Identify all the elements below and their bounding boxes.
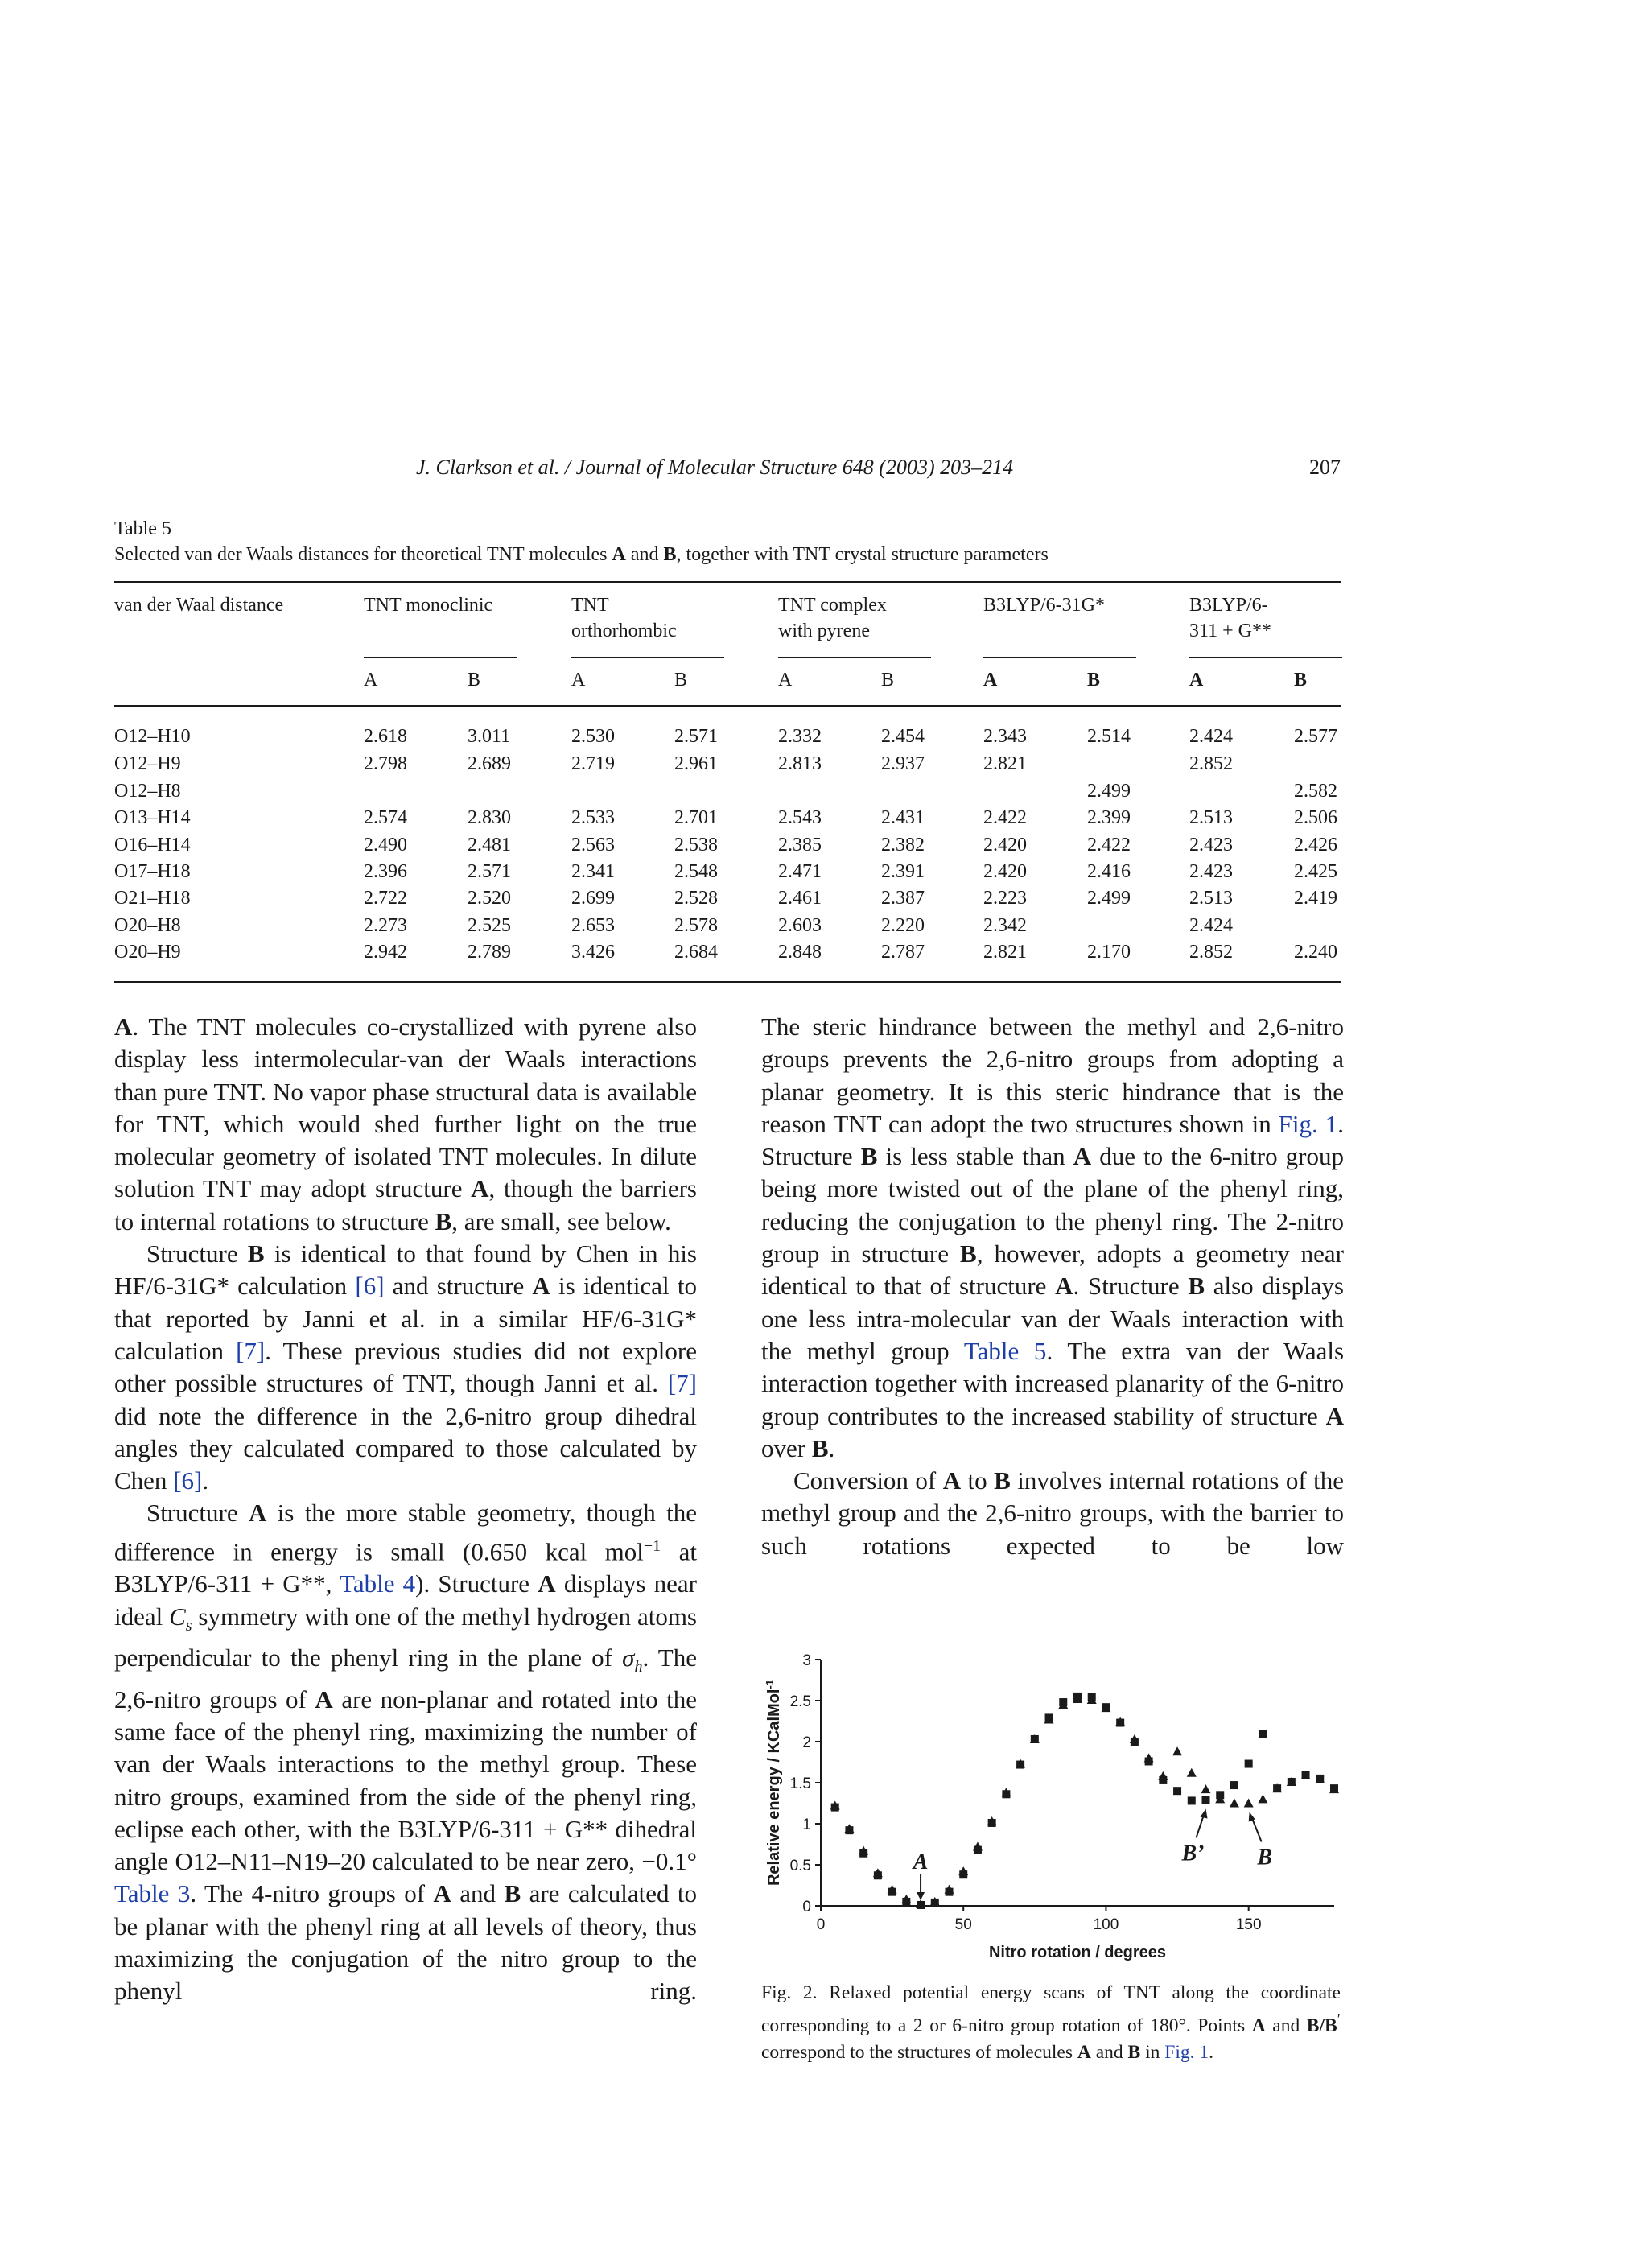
table-cell: 2.571 <box>468 861 511 882</box>
table-link[interactable]: Table 3 <box>114 1879 191 1908</box>
ref-link[interactable]: [7] <box>236 1336 266 1365</box>
table-row <box>114 781 1341 808</box>
energy-scan-chart <box>756 1643 1352 1965</box>
data-point-square <box>1259 1730 1267 1738</box>
data-point-square <box>1073 1693 1082 1701</box>
annotation-label: A <box>913 1849 929 1874</box>
y-axis-label-sup: -1 <box>763 1679 776 1689</box>
table-cell: 2.341 <box>571 861 615 882</box>
data-point-square <box>1273 1784 1281 1792</box>
y-tick-label: 0.5 <box>789 1858 811 1874</box>
table-row <box>114 835 1341 862</box>
data-point-triangle <box>1201 1784 1211 1793</box>
table-cell: 2.223 <box>983 888 1027 909</box>
table-cell: 2.848 <box>778 942 822 963</box>
data-point-square <box>917 1901 925 1909</box>
group-header-5: B3LYP/6- 311 + G** <box>1189 595 1271 641</box>
table-cell: 2.577 <box>1294 726 1337 747</box>
table-cell: 2.342 <box>983 915 1027 936</box>
table-cell: 2.385 <box>778 835 822 856</box>
table-cell: 2.548 <box>674 861 718 882</box>
group-header-1: TNT monoclinic <box>364 595 493 616</box>
annotation-label: B <box>1257 1845 1273 1870</box>
sub-header-b: B <box>468 670 481 691</box>
x-tick-label: 100 <box>1093 1916 1119 1933</box>
table-cell: 2.582 <box>1294 781 1337 802</box>
group-rule-2 <box>571 657 724 658</box>
table-link[interactable]: Table 5 <box>963 1336 1047 1365</box>
ref-link[interactable]: [7] <box>667 1369 697 1398</box>
table-cell: 2.533 <box>571 807 615 828</box>
table-cell: 2.170 <box>1087 942 1131 963</box>
table-row <box>114 888 1341 915</box>
data-point-square <box>1102 1703 1110 1711</box>
table-cell: 2.701 <box>674 807 718 828</box>
table-cell: 2.506 <box>1294 807 1337 828</box>
data-point-square <box>1145 1757 1153 1765</box>
data-point-square <box>959 1870 967 1878</box>
table-cell: 2.684 <box>674 942 718 963</box>
data-point-square <box>1302 1771 1310 1779</box>
data-point-square <box>1031 1735 1039 1743</box>
table-cell: 2.719 <box>571 753 615 774</box>
table-cell: 2.513 <box>1189 888 1233 909</box>
data-point-square <box>931 1899 939 1907</box>
table-cell: 2.961 <box>674 753 718 774</box>
table-cell: 2.653 <box>571 915 615 936</box>
table-cell: 2.852 <box>1189 753 1233 774</box>
data-point-square <box>946 1888 954 1896</box>
table-cell: 2.520 <box>468 888 511 909</box>
table-bottom-rule <box>114 981 1341 983</box>
figure-link[interactable]: Fig. 1 <box>1164 2041 1209 2063</box>
row-label: O16–H14 <box>114 835 191 856</box>
row-label: O20–H9 <box>114 942 181 963</box>
ref-link[interactable]: [6] <box>173 1466 203 1495</box>
data-point-square <box>1159 1776 1167 1784</box>
table-cell: 2.481 <box>468 835 511 856</box>
table-cell: 2.722 <box>364 888 407 909</box>
table-cell: 2.419 <box>1294 888 1337 909</box>
figure-link[interactable]: Fig. 1 <box>1278 1109 1338 1138</box>
table-cell: 2.343 <box>983 726 1027 747</box>
sub-header-a: A <box>364 670 378 691</box>
data-point-square <box>859 1849 867 1858</box>
table-cell: 2.689 <box>468 753 511 774</box>
table-row <box>114 861 1341 889</box>
data-point-square <box>1202 1796 1210 1804</box>
x-axis-label: Nitro rotation / degrees <box>988 1944 1167 1961</box>
row-label: O13–H14 <box>114 807 191 828</box>
row-label: O12–H10 <box>114 726 191 747</box>
right-column <box>761 1011 1344 1562</box>
table-cell: 2.425 <box>1294 861 1337 882</box>
table-cell: 2.525 <box>468 915 511 936</box>
group-rule-5 <box>1189 657 1342 658</box>
data-point-triangle <box>1230 1799 1239 1808</box>
data-point-square <box>1059 1698 1067 1706</box>
table-cell: 2.603 <box>778 915 822 936</box>
paragraph: Structure A is the more stable geometry, though the difference in energy is small (0.650 kcal mol$^{-1}$ at B3LYP/6-311 + G**, Table 4). Structure A displays near ideal $C_s$ symmetry with one of the methyl hydrogen atoms perpendicular to the phenyl ring in the plane of $\sigma_h$. The 2,6-nitro groups of A are non-planar and rotated into the same face of the phenyl ring, maximizing the number of van der Waals interactions to the methyl group. These nitro groups, examined from the side of the phenyl ring, eclipse each other, with the B3LYP/6-311 + G** dihedral angle O12–N11–N19–20 calculated to be near zero, −0.1° Table 3. The 4-nitro groups of A and B are calculated to be planar with the phenyl ring at all levels of theory, thus maximizing the conjugation of the nitro group to the phenyl ring. <box>114 1499 698 2006</box>
table-cell: 2.420 <box>983 861 1027 882</box>
table-cell: 2.240 <box>1294 942 1337 963</box>
group-header-2: TNT orthorhombic <box>571 595 677 641</box>
table-cell: 2.499 <box>1087 781 1131 802</box>
sub-header-a: A <box>571 670 586 691</box>
table-cell: 2.830 <box>468 807 511 828</box>
row-label: O20–H8 <box>114 915 181 936</box>
x-tick-label: 150 <box>1235 1916 1262 1933</box>
sub-header-a: A <box>983 670 998 691</box>
table-link[interactable]: Table 4 <box>340 1569 416 1598</box>
data-point-square <box>1002 1790 1010 1798</box>
table-cell: 2.563 <box>571 835 615 856</box>
table-cell: 2.618 <box>364 726 407 747</box>
annotation-arrow <box>1252 1818 1262 1842</box>
table-cell: 2.571 <box>674 726 718 747</box>
data-point-square <box>974 1846 982 1854</box>
table-cell: 2.422 <box>983 807 1027 828</box>
paragraph: Conversion of A to B involves internal rotations of the methyl group and the 2,6-nitro groups, with the barrier to such rotations expected to be low <box>761 1466 1344 1560</box>
data-point-square <box>1088 1693 1096 1701</box>
annotation-arrowhead <box>1249 1812 1255 1822</box>
table-row <box>114 753 1341 781</box>
data-point-triangle <box>1244 1799 1254 1808</box>
table-cell: 2.461 <box>778 888 822 909</box>
annotation-arrowhead <box>917 1892 925 1900</box>
data-point-square <box>888 1888 896 1896</box>
data-point-square <box>874 1871 882 1879</box>
table-cell: 2.942 <box>364 942 407 963</box>
group-header-4: B3LYP/6-31G* <box>983 595 1105 616</box>
y-tick-label: 0 <box>802 1899 811 1915</box>
table-cell: 2.798 <box>364 753 407 774</box>
table-cell: 3.426 <box>571 942 615 963</box>
data-point-square <box>845 1826 853 1834</box>
table-cell: 2.382 <box>881 835 925 856</box>
table-cell: 2.574 <box>364 807 407 828</box>
table-cell: 2.543 <box>778 807 822 828</box>
data-point-square <box>1188 1796 1196 1804</box>
table-cell: 2.454 <box>881 726 925 747</box>
data-point-square <box>902 1898 910 1906</box>
table-cell: 2.490 <box>364 835 407 856</box>
paragraph: Structure B is identical to that found by Chen in his HF/6-31G* calculation [6] and structure A is identical to that reported by Janni et al. in a similar HF/6-31G* calculation [7]. These previous studies did not explore other possible structures of TNT, though Janni et al. [7] did note the difference in the 2,6-nitro group dihedral angles they calculated compared to those calculated by Chen [6]. <box>114 1239 697 1495</box>
annotation-arrowhead <box>1201 1808 1208 1818</box>
table-cell: 2.538 <box>674 835 718 856</box>
data-point-square <box>988 1819 996 1827</box>
data-point-square <box>1245 1760 1253 1768</box>
table-cell: 2.852 <box>1189 942 1233 963</box>
table-cell: 2.821 <box>983 753 1027 774</box>
data-point-triangle <box>1258 1794 1267 1803</box>
data-point-square <box>1045 1713 1053 1722</box>
table-row <box>114 915 1341 942</box>
sub-header-b: B <box>674 670 688 691</box>
table-cell: 3.011 <box>468 726 511 747</box>
table-cell: 2.528 <box>674 888 718 909</box>
table-cell: 2.530 <box>571 726 615 747</box>
table-cell: 2.399 <box>1087 807 1131 828</box>
row-label: O17–H18 <box>114 861 191 882</box>
sub-header-a: A <box>1189 670 1204 691</box>
group-rule-3 <box>778 657 931 658</box>
table-cell: 2.699 <box>571 888 615 909</box>
data-point-square <box>1173 1787 1181 1795</box>
y-axis-label <box>764 1680 784 1886</box>
group-rule-4 <box>983 657 1136 658</box>
table-cell: 2.416 <box>1087 861 1131 882</box>
running-title: J. Clarkson et al. / Journal of Molecular Structure 648 (2003) 203–214 <box>416 456 1014 479</box>
table-row <box>114 807 1341 835</box>
sub-header-a: A <box>778 670 793 691</box>
table-row <box>114 942 1341 969</box>
table-cell: 2.513 <box>1189 807 1233 828</box>
sub-header-b: B <box>881 670 895 691</box>
table-caption: Selected van der Waals distances for theoretical TNT molecules A and B, together with TNT crystal structure parameters <box>114 544 1049 565</box>
row-label: O12–H8 <box>114 781 181 802</box>
left-column <box>114 1011 697 2008</box>
table-cell: 2.813 <box>778 753 822 774</box>
data-point-triangle <box>1187 1768 1197 1777</box>
table-cell: 2.787 <box>881 942 925 963</box>
data-point-square <box>1330 1784 1338 1792</box>
table-cell: 2.273 <box>364 915 407 936</box>
group-rule-1 <box>364 657 517 658</box>
table-top-rule <box>114 581 1341 583</box>
table-cell: 2.426 <box>1294 835 1337 856</box>
table-cell: 2.937 <box>881 753 925 774</box>
row-label: O21–H18 <box>114 888 191 909</box>
figure-caption: Fig. 2. Relaxed potential energy scans of TNT along the coordinate corresponding to a 2 or 6-nitro group rotation of 180°. Points A and B/B′ correspond to the structures of molecules A and B in Fig. 1. <box>761 1982 1341 2063</box>
table-cell: 2.431 <box>881 807 925 828</box>
table-cell: 2.499 <box>1087 888 1131 909</box>
x-tick-label: 0 <box>816 1916 826 1933</box>
table-cell: 2.391 <box>881 861 925 882</box>
y-tick-label: 2 <box>802 1734 811 1751</box>
table-cell: 2.424 <box>1189 915 1233 936</box>
x-tick-label: 50 <box>954 1916 972 1933</box>
y-tick-label: 3 <box>802 1652 811 1669</box>
table-cell: 2.420 <box>983 835 1027 856</box>
table-cell: 2.423 <box>1189 835 1233 856</box>
y-tick-label: 1 <box>802 1816 811 1833</box>
data-point-triangle <box>1172 1746 1182 1755</box>
table-label: Table 5 <box>114 518 171 539</box>
data-point-square <box>1216 1791 1224 1799</box>
row-label: O12–H9 <box>114 753 181 774</box>
data-point-square <box>1230 1781 1238 1789</box>
y-axis-label-text: Relative energy / KCalMol <box>765 1689 783 1887</box>
table-cell: 2.332 <box>778 726 822 747</box>
data-point-square <box>831 1804 839 1812</box>
data-point-square <box>1316 1775 1324 1783</box>
y-tick-label: 1.5 <box>789 1775 811 1792</box>
paragraph: The steric hindrance between the methyl and 2,6-nitro groups prevents the 2,6-nitro groups from adopting a planar geometry. It is this steric hindrance that is the reason TNT can adopt the two structures shown in Fig. 1. Structure B is less stable than A due to the 6-nitro group being more twisted out of the plane of the phenyl ring, reducing the conjugation to the phenyl ring. The 2-nitro group in structure B, however, adopts a geometry near identical to that of structure A. Structure B also displays one less intra-molecular van der Waals interaction with the methyl group Table 5. The extra van der Waals interaction together with increased planarity of the 6-nitro group contributes to the increased stability of structure A over B. <box>761 1012 1345 1462</box>
row-header: van der Waal distance <box>114 595 284 616</box>
table-row <box>114 726 1341 753</box>
data-point-square <box>1288 1778 1296 1786</box>
y-tick-label: 2.5 <box>789 1693 811 1710</box>
ref-link[interactable]: [6] <box>355 1272 385 1301</box>
group-header-3: TNT complex with pyrene <box>778 595 887 641</box>
sub-header-b: B <box>1087 670 1101 691</box>
data-point-square <box>1016 1761 1024 1769</box>
table-header-rule <box>114 705 1341 707</box>
table-cell: 2.471 <box>778 861 822 882</box>
table-cell: 2.424 <box>1189 726 1233 747</box>
data-point-square <box>1131 1738 1139 1746</box>
table-cell: 2.821 <box>983 942 1027 963</box>
page-number: 207 <box>1309 456 1341 479</box>
table-cell: 2.387 <box>881 888 925 909</box>
table-cell: 2.423 <box>1189 861 1233 882</box>
table-cell: 2.789 <box>468 942 511 963</box>
data-point-square <box>1116 1719 1124 1727</box>
table-cell: 2.396 <box>364 861 407 882</box>
sub-header-b: B <box>1294 670 1308 691</box>
table-cell: 2.578 <box>674 915 718 936</box>
table-cell: 2.514 <box>1087 726 1131 747</box>
table-cell: 2.422 <box>1087 835 1131 856</box>
annotation-label: B’ <box>1181 1841 1205 1866</box>
paragraph: A. The TNT molecules co-crystallized with pyrene also display less intermolecular-van der Waals interactions than pure TNT. No vapor phase structural data is available for TNT, which would shed further light on the true molecular geometry of isolated TNT molecules. In dilute solution TNT may adopt structure A, though the barriers to internal rotations to structure B, are small, see below. <box>114 1012 697 1235</box>
table-cell: 2.220 <box>881 915 925 936</box>
running-header <box>114 456 1341 481</box>
